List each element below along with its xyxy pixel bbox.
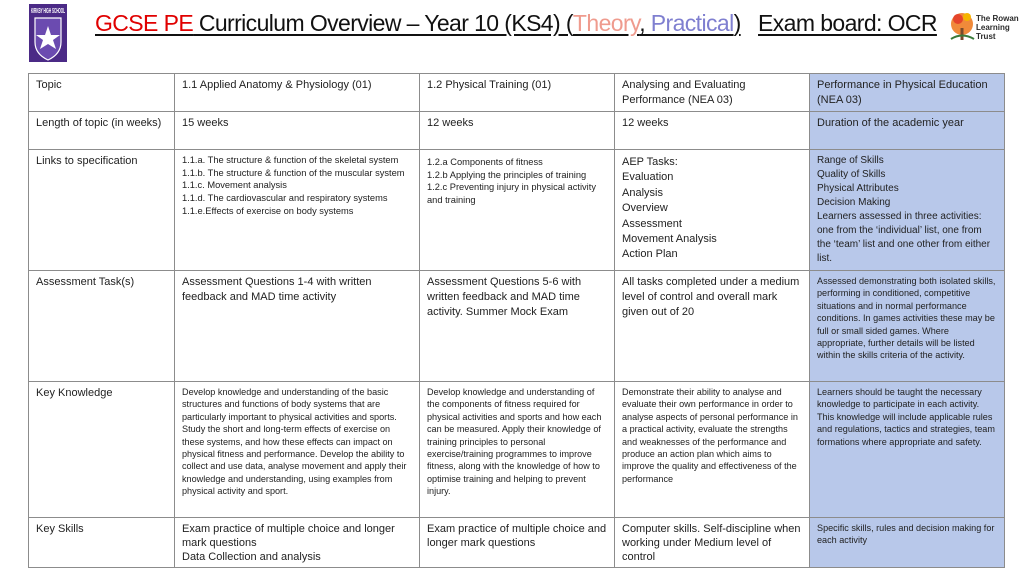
- list-item: Data Collection and analysis: [182, 551, 321, 563]
- list-item: AEP Tasks:: [622, 156, 678, 168]
- list-item: Overview: [622, 202, 668, 215]
- list-item: Evaluation: [622, 171, 674, 184]
- table-cell: Develop knowledge and understanding of the basic structures and functions of body systems that are particularly important to physical activities and sports. Study the short and long-term effects of exercise on these systems, and how these effects can impact on physical fitness and performance. Develop the ability to collect and use data, analyse movement and apply their knowledge and understanding, using examples from physical activity and sport.: [175, 382, 420, 518]
- table-cell: Develop knowledge and understanding of the components of fitness required for physical activities and sports and how each can be measured. Apply their knowledge of training principles to personal exercise/training programmes to improve fitness, along with the knowledge of how to optimise training and helping to prevent injury.: [420, 382, 615, 518]
- list-item: 1.1.c. Movement analysis: [182, 180, 287, 191]
- title-overview: Curriculum Overview – Year 10 (KS4) (: [193, 10, 573, 36]
- table-cell: Duration of the academic year: [810, 112, 1005, 150]
- table-cell: 1.1 Applied Anatomy & Physiology (01): [175, 74, 420, 112]
- table-cell: Assessment Questions 5-6 with written feedback and MAD time activity. Summer Mock Exam: [420, 271, 615, 382]
- school-shield-icon: [29, 4, 67, 62]
- school-logo-text: KIRKBY HIGH SCHOOL: [31, 8, 66, 15]
- table-cell: 12 weeks: [615, 112, 810, 150]
- title-close-paren: ): [733, 10, 741, 36]
- table-cell: [175, 518, 420, 568]
- title-gcse-pe: GCSE PE: [95, 10, 194, 36]
- title-comma: ,: [639, 10, 645, 36]
- list-item: Exam practice of multiple choice and longer mark questions: [427, 523, 607, 549]
- table-cell: [810, 518, 1005, 568]
- table-cell: [615, 518, 810, 568]
- row-label-length: Length of topic (in weeks): [29, 112, 175, 150]
- page-title: [95, 10, 937, 37]
- list-item: Range of Skills: [817, 155, 884, 166]
- list-item: 1.1.b. The structure & function of the muscular system: [182, 167, 405, 178]
- list-item: Computer skills. Self-discipline when working under Medium level of control: [622, 523, 801, 563]
- title-practical-link[interactable]: Practical: [645, 10, 734, 36]
- table-cell: Assessment Questions 1-4 with written feedback and MAD time activity: [175, 271, 420, 382]
- table-cell: [810, 150, 1005, 271]
- trust-logo-text: The Rowan Learning Trust: [976, 14, 1019, 41]
- table-cell: Performance in Physical Education (NEA 03): [810, 74, 1005, 112]
- table-row-skills: [29, 518, 1005, 568]
- list-item: Exam practice of multiple choice and longer mark questions: [182, 523, 395, 549]
- table-row-knowledge: [29, 382, 1005, 518]
- trust-logo: [948, 6, 1020, 48]
- rowan-tree-icon: [948, 6, 1020, 48]
- list-item: Movement Analysis: [622, 233, 717, 246]
- list-item: 1.2.a Components of fitness: [427, 157, 543, 167]
- table-cell: [420, 150, 615, 271]
- table-cell: [420, 518, 615, 568]
- row-label-assessment: Assessment Task(s): [29, 271, 175, 382]
- table-row-links: [29, 150, 1005, 271]
- list-item: Action Plan: [622, 248, 678, 261]
- table-row-length: [29, 112, 1005, 150]
- list-item: Physical Attributes: [817, 183, 899, 194]
- list-item: Specific skills, rules and decision making for each activity: [817, 523, 995, 546]
- list-item: Analysis: [622, 186, 663, 199]
- table-cell: Assessed demonstrating both isolated skills, performing in conditioned, competitive situations and in normal performance conditions. In games activities these may be full or small sided games. Where appropriate, further details will be listed within the skills criteria of the activity.: [810, 271, 1005, 382]
- list-item: Quality of Skills: [817, 169, 886, 180]
- title-theory-link[interactable]: Theory: [572, 10, 640, 36]
- table-row-assessment: [29, 271, 1005, 382]
- school-logo: [29, 4, 67, 62]
- list-item: 1.1.a. The structure & function of the skeletal system: [182, 155, 399, 165]
- row-label-knowledge: Key Knowledge: [29, 382, 175, 518]
- exam-board: Exam board: OCR: [758, 10, 937, 36]
- list-item: 1.2.c Preventing injury in physical activity and training: [427, 182, 596, 206]
- row-label-topic: Topic: [29, 74, 175, 112]
- table-cell: [615, 150, 810, 271]
- table-cell: 15 weeks: [175, 112, 420, 150]
- list-item: Decision Making: [817, 197, 891, 208]
- list-item: 1.1.e.Effects of exercise on body systems: [182, 205, 354, 216]
- row-label-links: Links to specification: [29, 150, 175, 271]
- table-cell: Demonstrate their ability to analyse and evaluate their own performance in order to analyse aspects of personal performance in a practical activity, evaluate the strengths and weaknesses of the performance and produce an action plan which aims to improve the quality and effectiveness of the performance: [615, 382, 810, 518]
- curriculum-table: [28, 73, 1005, 568]
- table-cell: 12 weeks: [420, 112, 615, 150]
- table-cell: Analysing and Evaluating Performance (NEA 03): [615, 74, 810, 112]
- table-cell: [175, 150, 420, 271]
- list-item: Assessment: [622, 217, 682, 230]
- table-cell: All tasks completed under a medium level of control and overall mark given out of 20: [615, 271, 810, 382]
- row-label-skills: Key Skills: [29, 518, 175, 568]
- list-item: Learners assessed in three activities: one from the ‘individual’ list, one from the ‘team’ list and one other from either list.: [817, 211, 991, 264]
- list-item: 1.1.d. The cardiovascular and respiratory systems: [182, 193, 388, 204]
- list-item: 1.2.b Applying the principles of training: [427, 169, 587, 180]
- table-row-topic: [29, 74, 1005, 112]
- table-cell: Learners should be taught the necessary knowledge to participate in each activity. This knowledge will include applicable rules and regulations, tactics and strategies, team formations where appropriate and safety.: [810, 382, 1005, 518]
- table-cell: 1.2 Physical Training (01): [420, 74, 615, 112]
